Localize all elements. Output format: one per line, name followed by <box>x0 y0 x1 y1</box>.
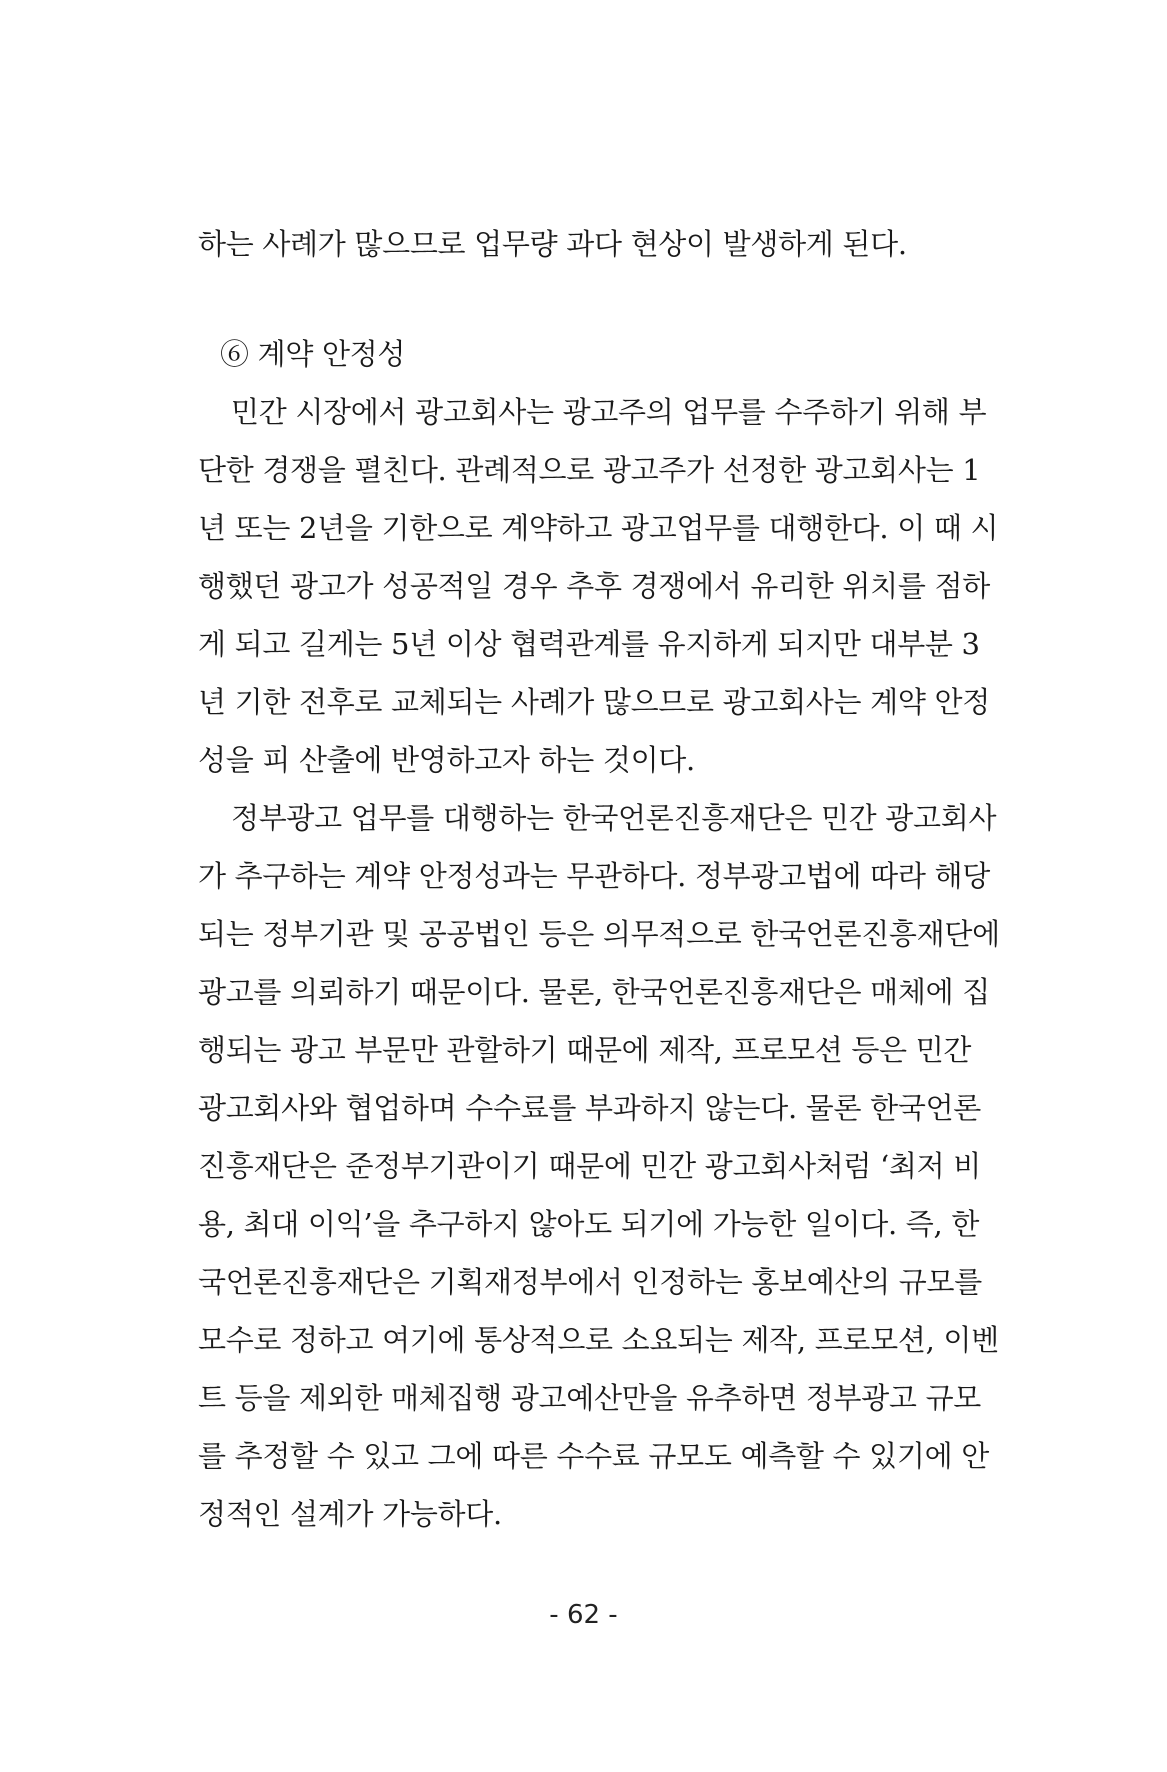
text-line: 게 되고 길게는 5년 이상 협력관계를 유지하게 되지만 대부분 3 <box>198 627 980 661</box>
text-line: 민간 시장에서 광고회사는 광고주의 업무를 수주하기 위해 부 <box>231 395 987 429</box>
text-line: 용, 최대 이익’을 추구하지 않아도 되기에 가능한 일이다. 즉, 한 <box>198 1207 980 1241</box>
text-line: 정적인 설계가 가능하다. <box>198 1497 502 1531</box>
text-line: 성을 피 산출에 반영하고자 하는 것이다. <box>198 743 695 777</box>
text-line: 단한 경쟁을 펼친다. 관례적으로 광고주가 선정한 광고회사는 1 <box>198 453 981 487</box>
text-line: 행되는 광고 부문만 관할하기 때문에 제작, 프로모션 등은 민간 <box>198 1033 972 1067</box>
section-heading: ⑥ 계약 안정성 <box>220 337 406 371</box>
text-line: 모수로 정하고 여기에 통상적으로 소요되는 제작, 프로모션, 이벤 <box>198 1323 999 1357</box>
text-line: 트 등을 제외한 매체집행 광고예산만을 유추하면 정부광고 규모 <box>198 1381 981 1415</box>
text-line: 광고를 의뢰하기 때문이다. 물론, 한국언론진흥재단은 매체에 집 <box>198 975 990 1009</box>
text-line: 정부광고 업무를 대행하는 한국언론진흥재단은 민간 광고회사 <box>231 801 997 835</box>
page-number: - 62 - <box>549 1600 618 1630</box>
text-line: 를 추정할 수 있고 그에 따른 수수료 규모도 예측할 수 있기에 안 <box>198 1439 989 1473</box>
text-line: 국언론진흥재단은 기획재정부에서 인정하는 홍보예산의 규모를 <box>198 1265 982 1299</box>
text-line: 광고회사와 협업하며 수수료를 부과하지 않는다. 물론 한국언론 <box>198 1091 981 1125</box>
text-line: 행했던 광고가 성공적일 경우 추후 경쟁에서 유리한 위치를 점하 <box>198 569 990 603</box>
text-line: 가 추구하는 계약 안정성과는 무관하다. 정부광고법에 따라 해당 <box>198 859 990 893</box>
text-line: 되는 정부기관 및 공공법인 등은 의무적으로 한국언론진흥재단에 <box>198 917 1000 951</box>
text-line: 년 또는 2년을 기한으로 계약하고 광고업무를 대행한다. 이 때 시 <box>198 511 999 545</box>
text-line: 진흥재단은 준정부기관이기 때문에 민간 광고회사처럼 ‘최저 비 <box>198 1149 981 1183</box>
text-line: 하는 사례가 많으므로 업무량 과다 현상이 발생하게 된다. <box>198 227 907 261</box>
text-line: 년 기한 전후로 교체되는 사례가 많으므로 광고회사는 계약 안정 <box>198 685 990 719</box>
